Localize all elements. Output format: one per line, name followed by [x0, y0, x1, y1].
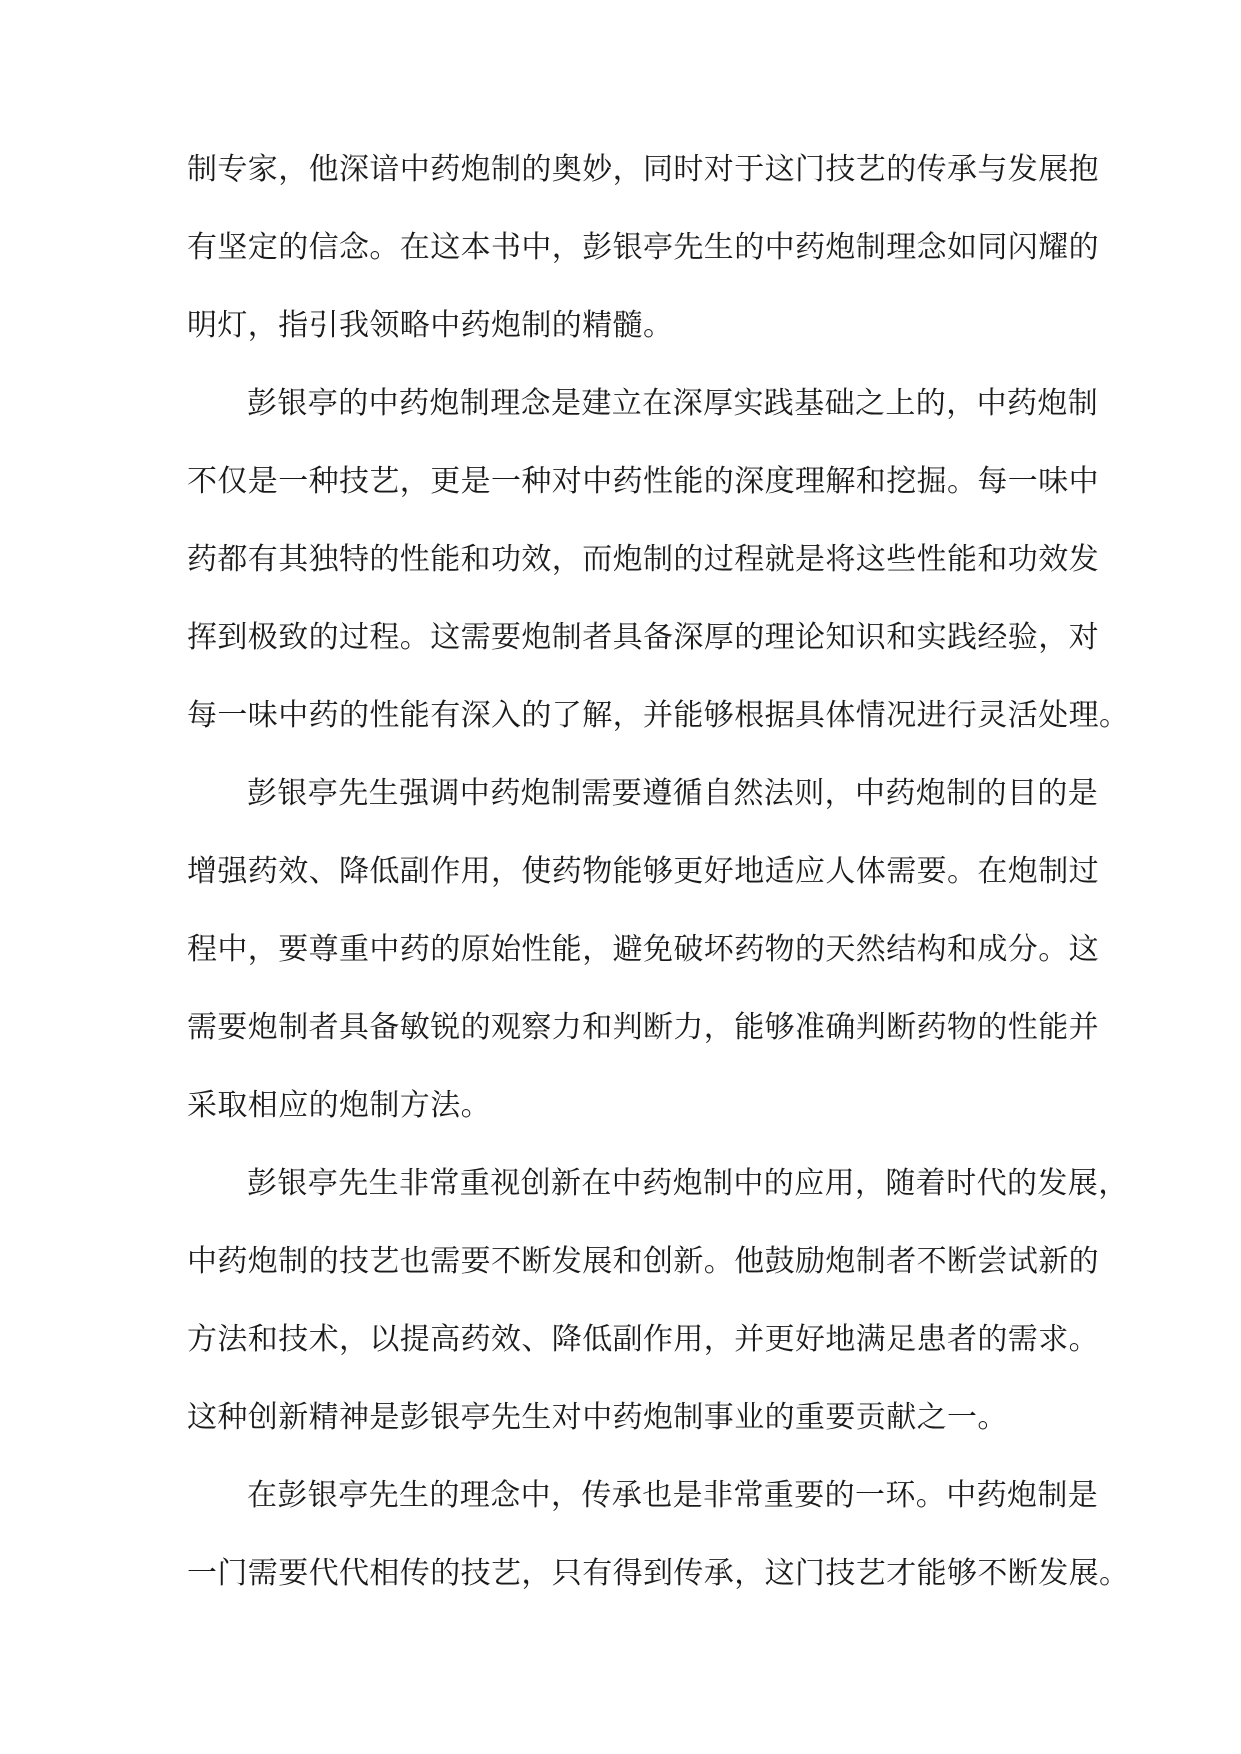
text-line-12: 需要炮制者具备敏锐的观察力和判断力，能够准确判断药物的性能并	[187, 1010, 1099, 1045]
document-body	[187, 138, 1130, 1620]
text-line-16: 方法和技术，以提高药效、降低副作用，并更好地满足患者的需求。	[187, 1322, 1099, 1357]
text-line-17: 这种创新精神是彭银亭先生对中药炮制事业的重要贡献之一。	[187, 1400, 1008, 1435]
text-line-18: 在彭银亭先生的理念中，传承也是非常重要的一环。中药炮制是	[247, 1478, 1099, 1513]
text-line-9: 彭银亭先生强调中药炮制需要遵循自然法则，中药炮制的目的是	[247, 776, 1099, 811]
text-line-2: 有坚定的信念。在这本书中，彭银亭先生的中药炮制理念如同闪耀的	[187, 230, 1099, 265]
text-line-6: 药都有其独特的性能和功效，而炮制的过程就是将这些性能和功效发	[187, 542, 1099, 577]
text-line-14: 彭银亭先生非常重视创新在中药炮制中的应用，随着时代的发展，	[247, 1166, 1129, 1201]
text-line-5: 不仅是一种技艺，更是一种对中药性能的深度理解和挖掘。每一味中	[187, 464, 1099, 499]
text-line-19: 一门需要代代相传的技艺，只有得到传承，这门技艺才能够不断发展。	[187, 1556, 1130, 1591]
text-line-10: 增强药效、降低副作用，使药物能够更好地适应人体需要。在炮制过	[187, 854, 1099, 889]
text-line-11: 程中，要尊重中药的原始性能，避免破坏药物的天然结构和成分。这	[187, 932, 1099, 967]
text-line-13: 采取相应的炮制方法。	[187, 1088, 491, 1123]
text-line-1: 制专家，他深谙中药炮制的奥妙，同时对于这门技艺的传承与发展抱	[187, 152, 1099, 187]
text-line-4: 彭银亭的中药炮制理念是建立在深厚实践基础之上的，中药炮制	[247, 386, 1099, 421]
text-line-7: 挥到极致的过程。这需要炮制者具备深厚的理论知识和实践经验，对	[187, 620, 1099, 655]
text-line-15: 中药炮制的技艺也需要不断发展和创新。他鼓励炮制者不断尝试新的	[187, 1244, 1099, 1279]
text-line-3: 明灯，指引我领略中药炮制的精髓。	[187, 308, 674, 343]
text-line-8: 每一味中药的性能有深入的了解，并能够根据具体情况进行灵活处理。	[187, 698, 1130, 733]
